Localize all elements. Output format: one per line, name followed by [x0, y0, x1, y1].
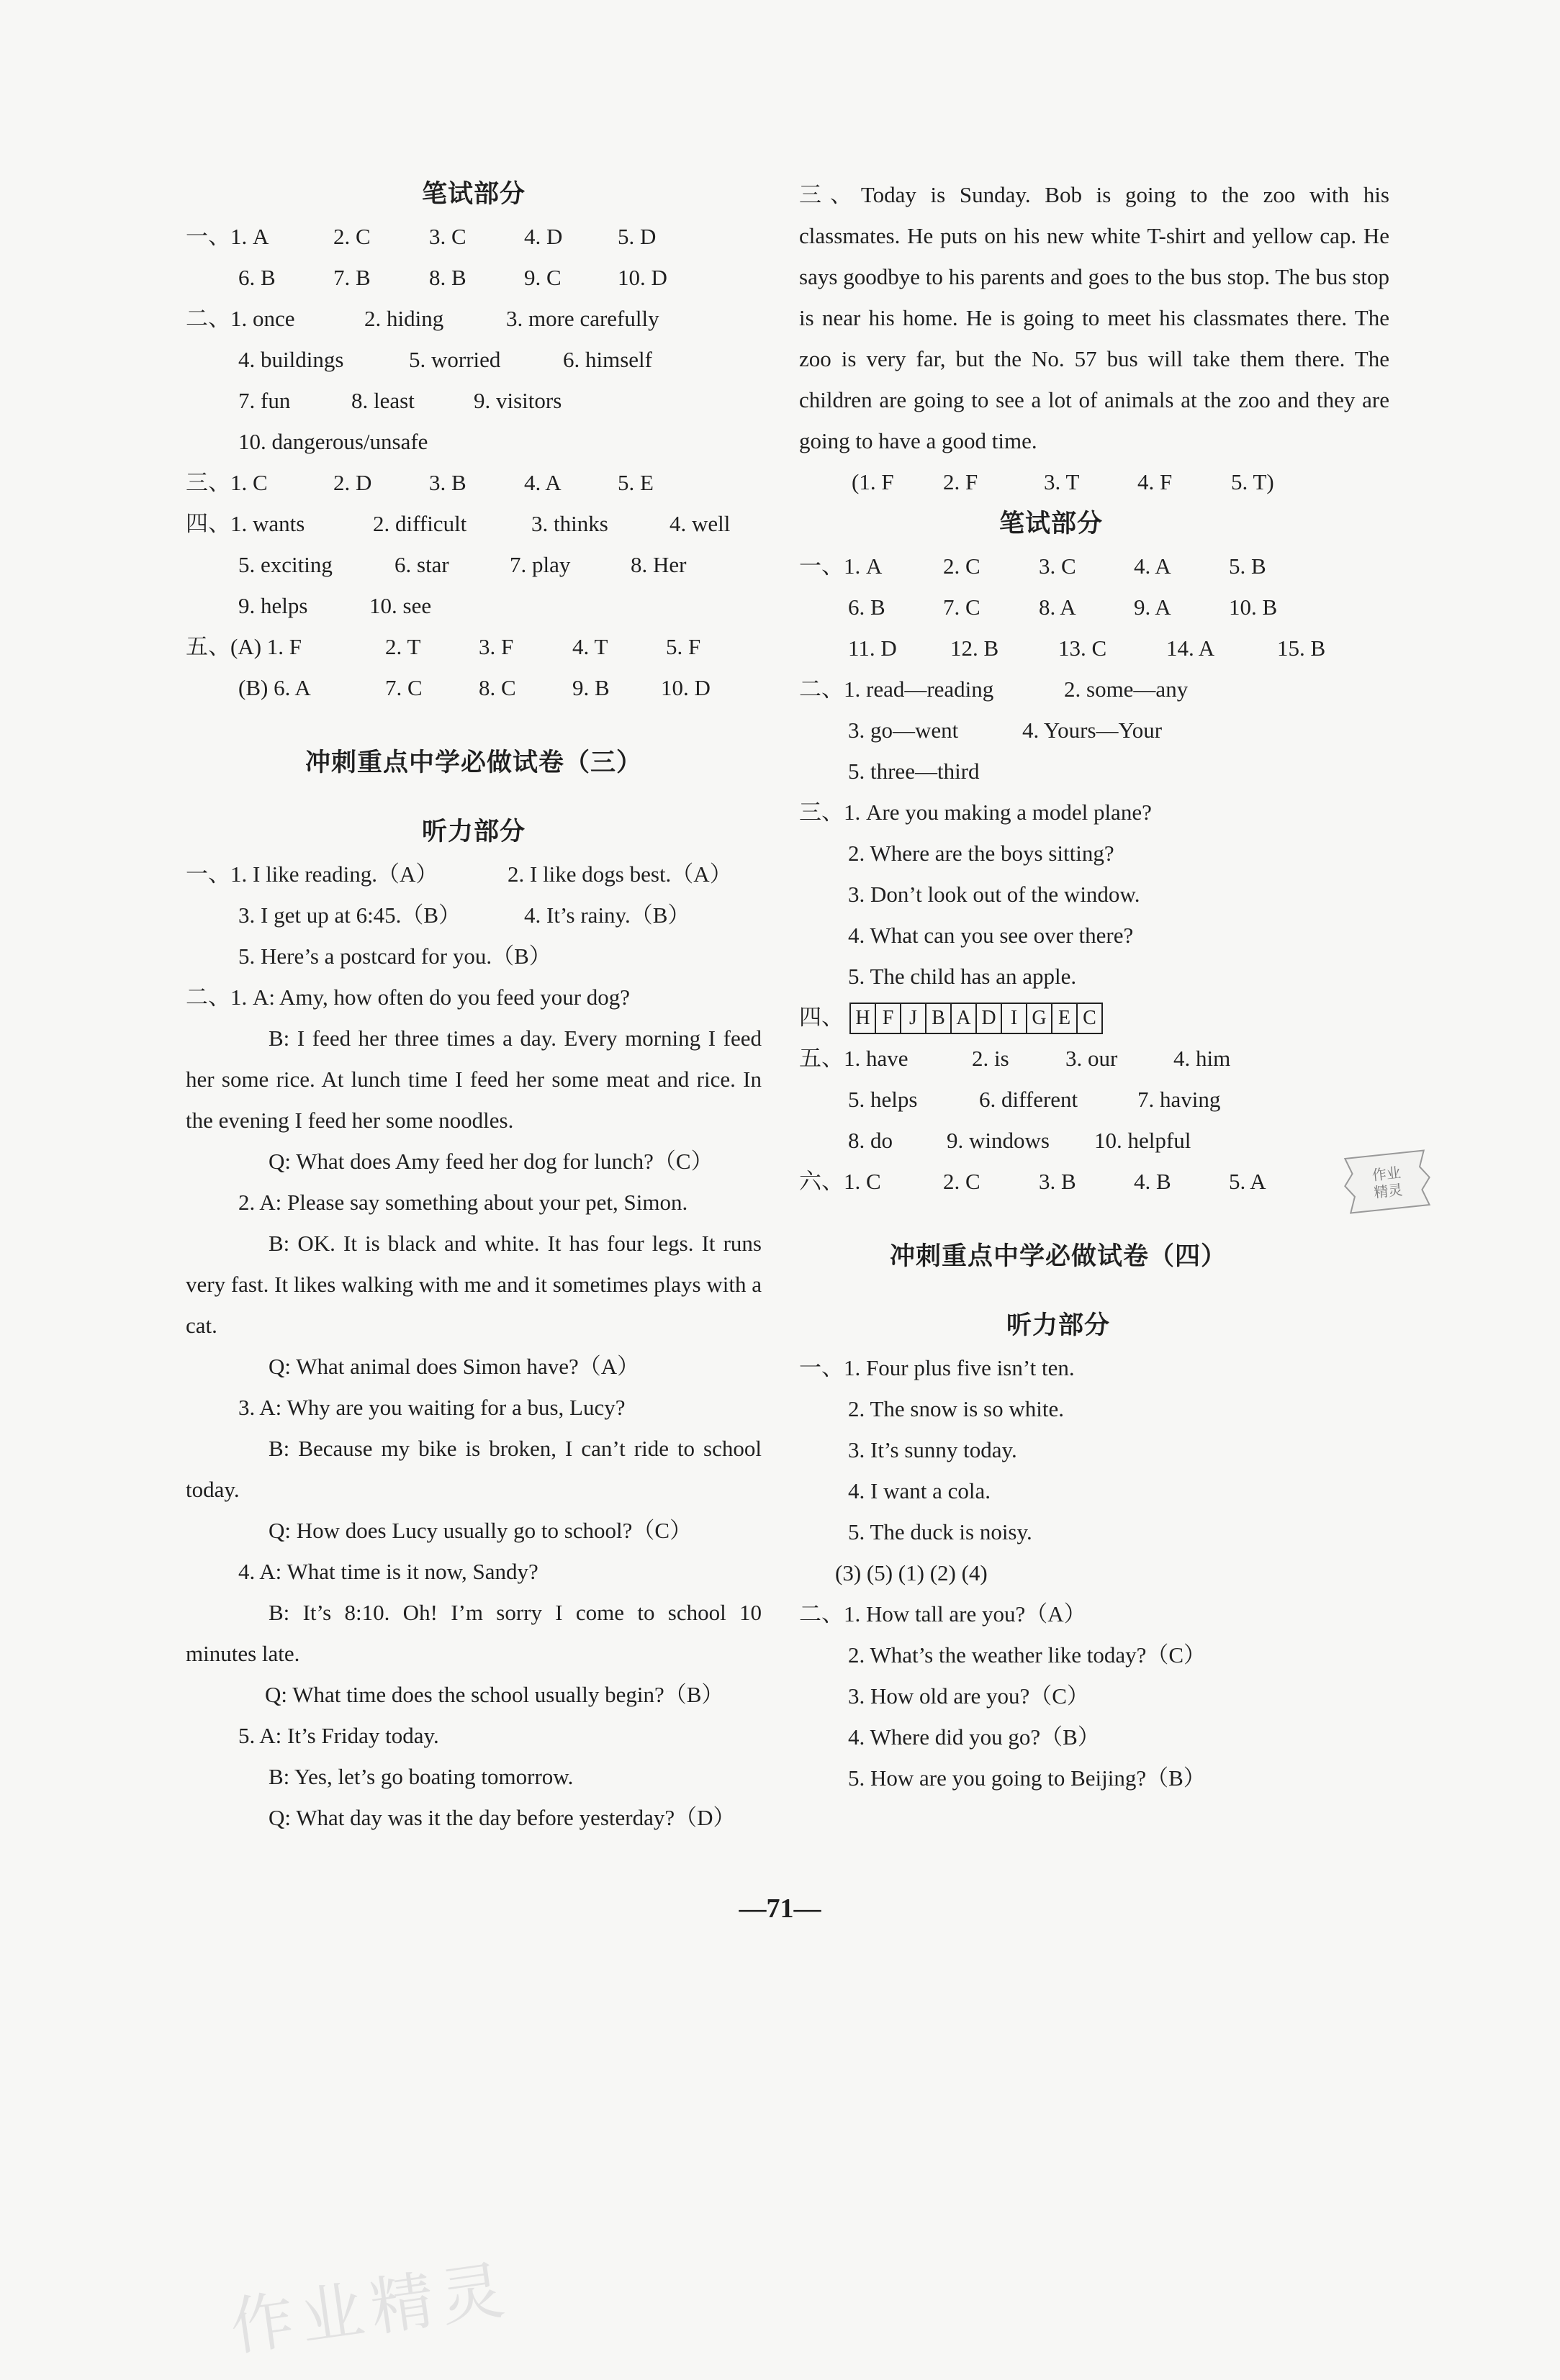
- answer-row: 五、(A) 1. F 2. T 3. F 4. T 5. F: [186, 634, 701, 659]
- answer-row: (1. F 2. F 3. T 4. F 5. T): [852, 469, 1274, 494]
- svg-text:精灵: 精灵: [1373, 1180, 1404, 1201]
- letter-order-boxes: H F J B A D I G E C: [849, 1003, 1103, 1034]
- answer-row: 7. fun 8. least 9. visitors: [238, 388, 562, 413]
- exam-title-4: 冲刺重点中学必做试卷（四）: [889, 1242, 1227, 1271]
- answer-row: 9. helps 10. see: [238, 593, 432, 618]
- dialogue-question: Q: What animal does Simon have?（A）: [269, 1354, 640, 1379]
- section-heading-listening: 听力部分: [1006, 1311, 1110, 1340]
- answer-row: 4. buildings 5. worried 6. himself: [238, 347, 652, 372]
- dialogue-question: Q: What time does the school usually begin?（B）: [265, 1682, 724, 1707]
- dialogue-paragraph: B: I feed her three times a day. Every morning I feed her some rice. At lunch time I feed her some meat and rice. In the evening I feed her some noodles.: [186, 1026, 762, 1133]
- dialogue-question: Q: What does Amy feed her dog for lunch?（C）: [269, 1149, 713, 1174]
- answer-row: 2. The snow is so white.: [848, 1396, 1064, 1421]
- exam-title-3: 冲刺重点中学必做试卷（三）: [305, 748, 642, 777]
- right-column: [799, 174, 1389, 1798]
- answer-row: 一、1. A 2. C 3. C 4. A 5. B: [799, 553, 1266, 579]
- left-column: [186, 173, 762, 1838]
- dialogue-line: 2. A: Please say something about your pet, Simon.: [238, 1190, 688, 1215]
- order-row: 四、 H F J B A D I G E C: [799, 997, 1389, 1038]
- answer-row: 5. Here’s a postcard for you.（B）: [238, 944, 551, 969]
- answer-row: 3. It’s sunny today.: [848, 1437, 1017, 1462]
- answer-row: 五、1. have 2. is 3. our 4. him: [799, 1046, 1231, 1071]
- dialogue-line: 4. A: What time is it now, Sandy?: [238, 1559, 538, 1584]
- answer-row: 6. B 7. B 8. B 9. C 10. D: [238, 265, 667, 290]
- answer-row: 三、1. C 2. D 3. B 4. A 5. E: [186, 470, 654, 495]
- answer-row: 5. three—third: [848, 759, 980, 784]
- answer-row: 二、1. once 2. hiding 3. more carefully: [186, 306, 659, 331]
- answer-row: 3. I get up at 6:45.（B） 4. It’s rainy.（B）: [238, 902, 690, 928]
- answer-row: 4. I want a cola.: [848, 1478, 991, 1503]
- answer-row: 6. B 7. C 8. A 9. A 10. B: [848, 594, 1278, 620]
- answer-row: (3) (5) (1) (2) (4): [835, 1560, 988, 1585]
- dialogue-paragraph: B: Because my bike is broken, I can’t ride to school today.: [186, 1436, 762, 1502]
- answer-row: 2. What’s the weather like today?（C）: [848, 1642, 1207, 1668]
- section-heading-written: 笔试部分: [998, 510, 1103, 538]
- answer-row: 六、1. C 2. C 3. B 4. B 5. A: [799, 1169, 1266, 1194]
- dialogue-line: B: Yes, let’s go boating tomorrow.: [269, 1764, 574, 1789]
- answer-row: 8. do 9. windows 10. helpful: [848, 1128, 1191, 1153]
- dialogue-question: Q: What day was it the day before yesterday?（D）: [269, 1805, 736, 1830]
- answer-row: 5. exciting 6. star 7. play 8. Her: [238, 552, 687, 577]
- answer-row: 2. Where are the boys sitting?: [848, 841, 1114, 866]
- answer-row: 3. How old are you?（C）: [848, 1683, 1089, 1709]
- answer-row: 5. The child has an apple.: [848, 964, 1077, 989]
- answer-row: 5. The duck is noisy.: [848, 1519, 1032, 1544]
- dialogue-paragraph: B: It’s 8:10. Oh! I’m sorry I come to school 10 minutes late.: [186, 1600, 762, 1666]
- answer-row: 11. D 12. B 13. C 14. A 15. B: [848, 635, 1326, 661]
- answer-row: 3. Don’t look out of the window.: [848, 882, 1140, 907]
- stamp-logo: [1338, 1144, 1438, 1219]
- dialogue-line: 3. A: Why are you waiting for a bus, Lucy?: [238, 1395, 626, 1420]
- answer-row: 3. go—went 4. Yours—Your: [848, 718, 1163, 743]
- answer-row: 四、1. wants 2. difficult 3. thinks 4. well: [186, 511, 731, 536]
- answer-row: 4. Where did you go?（B）: [848, 1724, 1100, 1750]
- section-heading-listening: 听力部分: [421, 818, 526, 846]
- watermark: 作业精灵: [225, 2252, 516, 2365]
- answer-row: 三、1. Are you making a model plane?: [799, 800, 1152, 825]
- answer-row: 10. dangerous/unsafe: [238, 429, 428, 454]
- answer-row: 一、1. A 2. C 3. C 4. D 5. D: [186, 224, 657, 249]
- dialogue-line: 5. A: It’s Friday today.: [238, 1723, 439, 1748]
- answer-row: 一、1. I like reading.（A） 2. I like dogs best.（A）: [186, 861, 732, 887]
- answer-row: 5. helps 6. different 7. having: [848, 1087, 1221, 1112]
- answer-row: (B) 6. A 7. C 8. C 9. B 10. D: [238, 675, 711, 700]
- answer-row: 二、1. How tall are you?（A）: [799, 1601, 1086, 1626]
- story-paragraph: 三、Today is Sunday. Bob is going to the zoo with his classmates. He puts on his new white T-shirt and yellow cap. He says goodbye to his parents and goes to the bus stop. The bus stop is near his home. He is going to meet his classmates there. The zoo is very far, but the No. 57 bus will take them there. The children are going to see a lot of animals at the zoo and they are going to have a good time.: [799, 182, 1389, 453]
- dialogue-paragraph: B: OK. It is black and white. It has four legs. It runs very fast. It likes walking with me and it sometimes plays with a cat.: [186, 1231, 762, 1338]
- section-heading-written: 笔试部分: [421, 180, 526, 209]
- answer-row: 二、1. read—reading 2. some—any: [799, 677, 1189, 702]
- dialogue-line: 二、1. A: Amy, how often do you feed your dog?: [186, 985, 631, 1010]
- answer-row: 5. How are you going to Beijing?（B）: [848, 1765, 1206, 1791]
- dialogue-question: Q: How does Lucy usually go to school?（C）: [269, 1518, 693, 1543]
- page-number: —71—: [739, 1893, 821, 1924]
- svg-text:作业: 作业: [1371, 1164, 1402, 1185]
- stamp-icon: [1338, 1144, 1438, 1219]
- answer-row: 4. What can you see over there?: [848, 923, 1134, 948]
- answer-row: 一、1. Four plus five isn’t ten.: [799, 1355, 1075, 1380]
